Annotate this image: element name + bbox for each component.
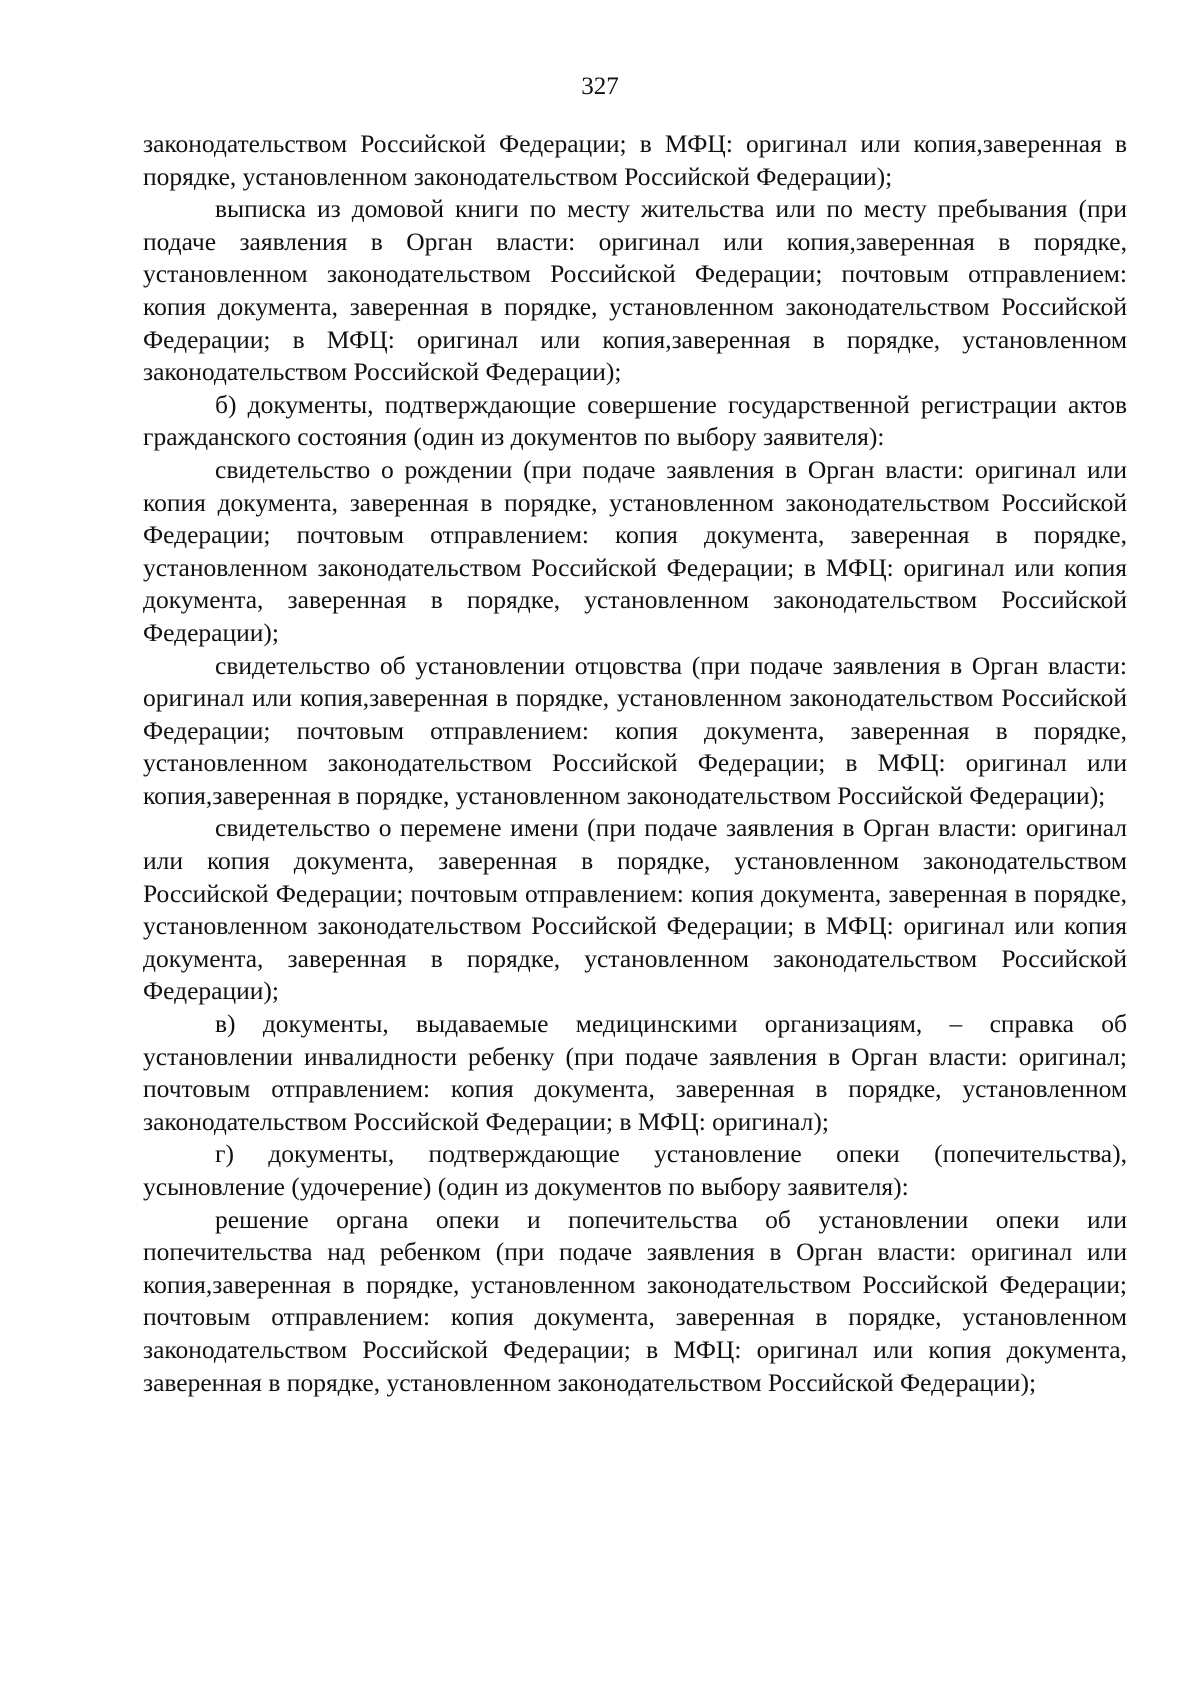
paragraph-name-change-certificate: свидетельство о перемене имени (при подаче заявления в Орган власти: оригинал или копия документа, заверенная в порядке, установленном законодательством Российской Федерации; почтовым отправлением: копия документа, заверенная в порядке, установленном законодательством Российской Федерации; в МФЦ: оригинал или копия документа, заверенная в порядке, установленном законодательством Российской Федерации); [143,813,1127,1006]
paragraph-continuation: законодательством Российской Федерации; в МФЦ: оригинал или копия,заверенная в порядке, установленном законодательством Российской Федерации); [143,129,1127,191]
page-number: 327 [581,73,619,100]
paragraph-paternity-certificate: свидетельство об установлении отцовства (при подаче заявления в Орган власти: оригинал или копия,заверенная в порядке, установленном законодательством Российской Федерации; почтовым отправлением: копия документа, заверенная в порядке, установленном законодательством Российской Федерации; в МФЦ: оригинал или копия,заверенная в порядке, установленном законодательством Российской Федерации); [143,650,1127,810]
paragraph-item-v: в) документы, выдаваемые медицинскими организациям, – справка об установлении инвалидности ребенку (при подаче заявления в Орган власти: оригинал; почтовым отправлением: копия документа, заверенная в порядке, установленном законодательством Российской Федерации; в МФЦ: оригинал); [143,1009,1127,1136]
document-body [143,128,1127,1399]
paragraph-item-g: г) документы, подтверждающие установление опеки (попечительства), усыновление (удочерение) (один из документов по выбору заявителя): [143,1139,1127,1201]
paragraph-house-register-extract: выписка из домовой книги по месту жительства или по месту пребывания (при подаче заявления в Орган власти: оригинал или копия,заверенная в порядке, установленном законодательством Российской Федерации; почтовым отправлением: копия документа, заверенная в порядке, установленном законодательством Российской Федерации; в МФЦ: оригинал или копия,заверенная в порядке, установленном законодательством Российской Федерации); [143,194,1127,387]
paragraph-birth-certificate: свидетельство о рождении (при подаче заявления в Орган власти: оригинал или копия документа, заверенная в порядке, установленном законодательством Российской Федерации; почтовым отправлением: копия документа, заверенная в порядке, установленном законодательством Российской Федерации; в МФЦ: оригинал или копия документа, заверенная в порядке, установленном законодательством Российской Федерации); [143,454,1127,647]
paragraph-item-b: б) документы, подтверждающие совершение государственной регистрации актов гражданского состояния (один из документов по выбору заявителя): [143,389,1127,452]
paragraph-guardianship-decision: решение органа опеки и попечительства об установлении опеки или попечительства над ребенком (при подаче заявления в Орган власти: оригинал или копия,заверенная в порядке, установленном законодательством Российской Федерации; почтовым отправлением: копия документа, заверенная в порядке, установленном законодательством Российской Федерации; в МФЦ: оригинал или копия документа, заверенная в порядке, установленном законодательством Российской Федерации); [143,1204,1127,1397]
